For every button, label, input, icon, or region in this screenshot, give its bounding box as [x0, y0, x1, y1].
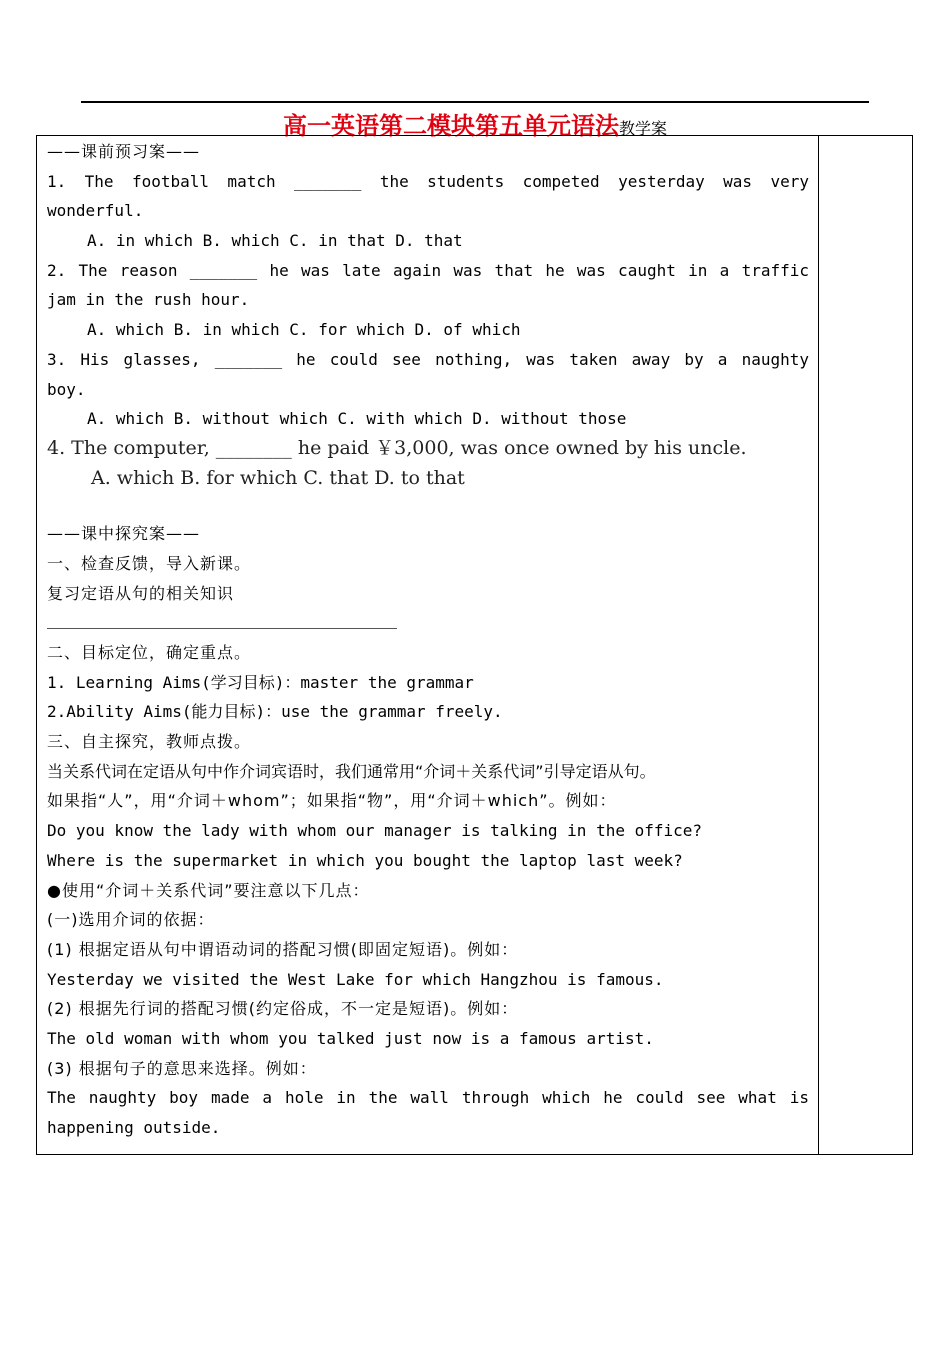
text-line: Where is the supermarket in which you bought the laptop last week?	[47, 850, 683, 870]
text-line: (3) 根据句子的意思来选择。例如：	[47, 1058, 317, 1078]
text-line: 1. Learning Aims(学习目标)：master the grammar	[47, 672, 474, 692]
text-line: happening outside.	[47, 1118, 221, 1137]
text-line: 一、检查反馈，导入新课。	[47, 553, 252, 573]
text-line: 如果指“人”，用“介词＋whom”；如果指“物”，用“介词＋which”。例如：	[47, 791, 617, 811]
text-line: wonderful.	[47, 201, 144, 221]
text-line: (2) 根据先行词的搭配习惯(约定俗成，不一定是短语)。例如：	[47, 999, 519, 1019]
header-rule	[81, 101, 869, 103]
blank-line	[47, 493, 809, 519]
text-line: A. which B. in which C. for which D. of which	[87, 320, 521, 340]
text-line: The old woman with whom you talked just now is a famous artist.	[47, 1028, 654, 1048]
text-line: jam in the rush hour.	[47, 290, 250, 310]
text-line: A. in which B. which C. in that D. that	[87, 231, 463, 251]
text-line: 3. His glasses, _______ he could see nothing, was taken away by a naughty	[47, 349, 809, 369]
text-line: 当关系代词在定语从句中作介词宾语时，我们通常用“介词＋关系代词”引导定语从句。	[47, 761, 656, 781]
answer-underline	[47, 608, 809, 638]
text-line: Do you know the lady with whom our manager is talking in the office?	[47, 821, 703, 841]
text-line: A. which B. for which C. that D. to that	[91, 466, 465, 489]
text-line: 2. The reason _______ he was late again was that he was caught in a traffic	[47, 260, 809, 280]
text-line: ——课中探究案——	[47, 524, 201, 544]
text-line: 复习定语从句的相关知识	[47, 583, 235, 603]
text-line: (1) 根据定语从句中谓语动词的搭配习惯(即固定短语)。例如：	[47, 939, 519, 959]
text-line: (一)选用介词的依据：	[47, 910, 215, 930]
text-line: 4. The computer, ________ he paid ￥3,000, was once owned by his uncle.	[47, 436, 747, 459]
text-line: 1. The football match _______ the students competed yesterday was very	[47, 171, 809, 191]
text-line: Yesterday we visited the West Lake for which Hangzhou is famous.	[47, 969, 664, 989]
text-line: ——课前预习案——	[47, 142, 201, 161]
title-sub: 教学案	[618, 119, 667, 138]
table-column-divider	[818, 135, 819, 1155]
text-line: 2.Ability Aims(能力目标)：use the grammar freely.	[47, 702, 503, 722]
text-line: 三、自主探究，教师点拨。	[47, 732, 252, 752]
title-main: 高一英语第二模块第五单元语法	[282, 111, 619, 140]
text-line: boy.	[47, 379, 86, 399]
text-line: 二、目标定位，确定重点。	[47, 643, 252, 662]
text-line: A. which B. without which C. with which D. without those	[87, 409, 627, 429]
text-line: The naughty boy made a hole in the wall through which he could see what is	[47, 1088, 809, 1108]
lesson-content	[47, 137, 809, 1143]
text-line: ●使用“介词＋关系代词”要注意以下几点：	[47, 880, 370, 900]
